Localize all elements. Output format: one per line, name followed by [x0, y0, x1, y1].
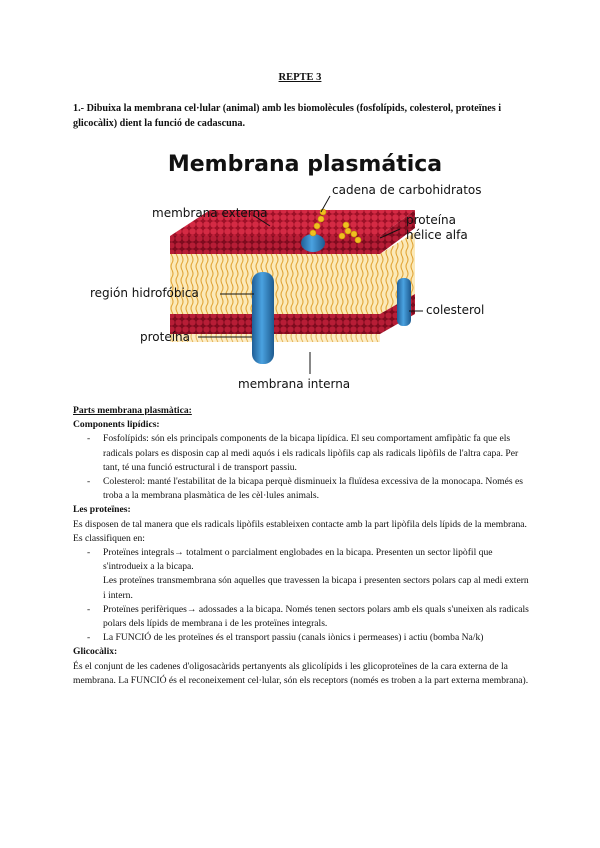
- list-item: - Proteïnes perifèriques→ adossades a la bicapa. Només tenen sectors polars amb els quals s'uneixen als radicals polars dels lípids de membrana i de les proteïnes integrals.: [103, 603, 533, 631]
- peripheral-protein: [301, 234, 325, 252]
- label-cholesterol: colesterol: [426, 303, 485, 317]
- classify-text: Es classifiquen en:: [73, 532, 145, 544]
- question-text: 1.- Dibuixa la membrana cel·lular (animal) amb les biomolècules (fosfolípids, colesterol, proteïnes i glicocàlix) dient la funció de cadascuna.: [73, 103, 502, 129]
- label-alpha-helix: hélice alfa: [406, 228, 468, 242]
- membrane-figure: [70, 144, 540, 406]
- figure-title: Membrana plasmática: [167, 152, 443, 177]
- body-text: [73, 404, 533, 688]
- alpha-helix-protein: [397, 278, 411, 326]
- list-item: - La FUNCIÓ de les proteïnes és el transport passiu (canals iònics i permeases) i actiu (bomba Na/k): [103, 631, 533, 645]
- lipids-heading: Components lipídics:: [73, 419, 160, 431]
- transmembrane-protein: [252, 272, 274, 364]
- proteins-list: [73, 546, 533, 645]
- label-protein: proteína: [140, 330, 191, 344]
- list-item: - Colesterol: manté l'estabilitat de la bicapa perquè disminueix la fluïdesa excessiva de la monocapa. Només es troba a la membrana plasmàtica de les cèl·lules animals.: [103, 475, 533, 503]
- proteins-heading: Les proteïnes:: [73, 504, 131, 516]
- parts-heading: Parts membrana plasmàtica:: [73, 405, 192, 416]
- list-item: [103, 546, 533, 603]
- list-item-text: Proteïnes integrals→ totalment o parcialment englobades en la bicapa. Presenten un sector lipòfil que s'introdueix a la bicapa.: [103, 547, 493, 573]
- label-inner-membrane: membrana interna: [238, 377, 351, 391]
- lipids-list: [73, 432, 533, 503]
- label-protein-alpha: proteína: [406, 213, 457, 227]
- page-title: REPTE 3: [278, 72, 322, 83]
- label-outer-membrane: membrana externa: [152, 206, 268, 220]
- label-hydrophobic-region: región hidrofóbica: [90, 286, 199, 300]
- glyco-heading: Glicocàlix:: [73, 646, 118, 658]
- list-item: - Fosfolípids: són els principals components de la bicapa lipídica. El seu comportament amfipàtic fa que els radicals polars es disposin cap al medi aquós i els radicals lipòfils cap als radicals lipòfils de l'altra capa. Per tant, té una funció estructural i de transport passiu.: [103, 432, 533, 475]
- proteins-intro: Es disposen de tal manera que els radicals lipòfils estableixen contacte amb la part lipòfila dels lípids de la membrana.: [73, 518, 527, 530]
- glyco-text: És el conjunt de les cadenes d'oligosacàrids pertanyents als glicolípids i les glicoproteïnes de la cara externa de la membrana. La FUNCIÓ és el reconeixement cel·lular, són els receptors (només es troben a la part externa membrana).: [73, 660, 529, 686]
- list-item-extra: Les proteïnes transmembrana són aquelles que travessen la bicapa i presenten sectors polars cap al medi extern i intern.: [103, 575, 529, 601]
- label-carbohydrates: cadena de carbohidratos: [332, 183, 482, 197]
